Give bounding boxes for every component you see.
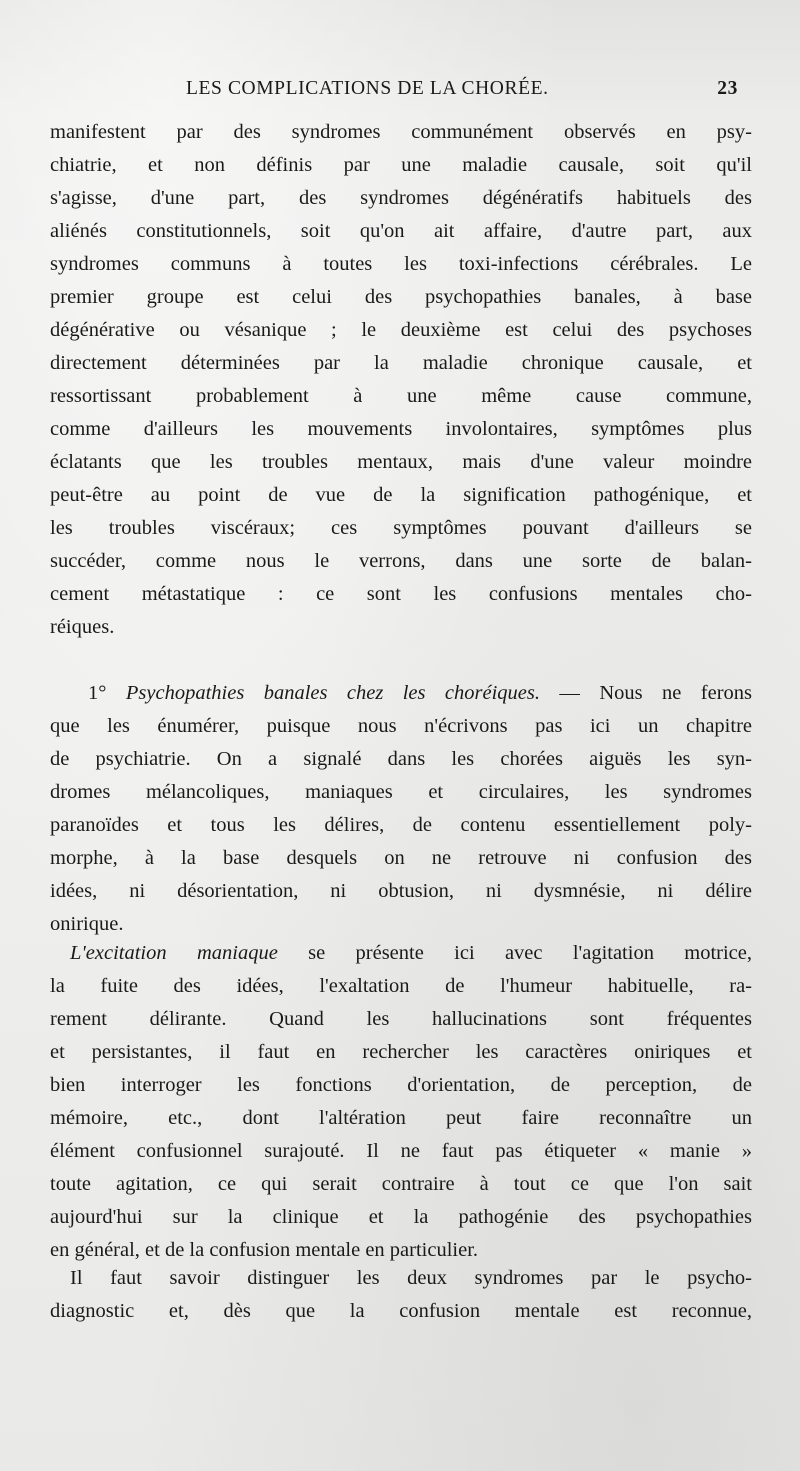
text-line: et persistantes, il faut en rechercher les caractères oniriques et — [50, 1041, 752, 1063]
text-line: cement métastatique : ce sont les confusions mentales cho- — [50, 583, 752, 605]
running-title: LES COMPLICATIONS DE LA CHORÉE. — [186, 78, 549, 99]
section-number: 1° — [88, 682, 107, 704]
text-line: que les énumérer, puisque nous n'écrivons pas ici un chapitre — [50, 715, 752, 737]
text-line: bien interroger les fonctions d'orientation, de perception, de — [50, 1074, 752, 1096]
text-line: dromes mélancoliques, maniaques et circulaires, les syndromes — [50, 781, 752, 803]
text-line: s'agisse, d'une part, des syndromes dégénératifs habituels des — [50, 187, 752, 209]
text-line: de psychiatrie. On a signalé dans les chorées aiguës les syn- — [50, 748, 752, 770]
text-line: Il faut savoir distinguer les deux syndromes par le psycho- — [70, 1267, 752, 1289]
text-line: idées, ni désorientation, ni obtusion, ni dysmnésie, ni délire — [50, 880, 752, 902]
text-line: rement délirante. Quand les hallucinations sont fréquentes — [50, 1008, 752, 1030]
text-line: diagnostic et, dès que la confusion mentale est reconnue, — [50, 1300, 752, 1322]
text-line: mémoire, etc., dont l'altération peut faire reconnaître un — [50, 1107, 752, 1129]
text-line: onirique. — [50, 913, 124, 935]
text-line: élément confusionnel surajouté. Il ne faut pas étiqueter « manie » — [50, 1140, 752, 1162]
text-line: réiques. — [50, 616, 115, 638]
page-number: 23 — [717, 78, 738, 99]
text-line: ressortissant probablement à une même cause commune, — [50, 385, 752, 407]
text-line: paranoïdes et tous les délires, de contenu essentiellement poly- — [50, 814, 752, 836]
text-line: aujourd'hui sur la clinique et la pathogénie des psychopathies — [50, 1206, 752, 1228]
section-heading: Psychopathies banales chez les choréiques. — [125, 682, 540, 704]
paragraph-excitation-maniaque — [50, 937, 752, 1267]
first-line-tail: se présente ici avec l'agitation motrice, — [308, 942, 753, 964]
text-line: aliénés constitutionnels, soit qu'on ait affaire, d'autre part, aux — [50, 220, 752, 242]
text-line: la fuite des idées, l'exaltation de l'humeur habituelle, ra- — [50, 975, 752, 997]
text-line: éclatants que les troubles mentaux, mais d'une valeur moindre — [50, 451, 752, 473]
text-line: syndromes communs à toutes les toxi-infections cérébrales. Le — [50, 253, 752, 275]
page-header — [186, 78, 752, 108]
text-line: morphe, à la base desquels on ne retrouve ni confusion des — [50, 847, 752, 869]
text-line: les troubles viscéraux; ces symptômes pouvant d'ailleurs se — [50, 517, 752, 539]
paragraph-continuation — [50, 116, 752, 644]
text-line: toute agitation, ce qui serait contraire à tout ce que l'on sait — [50, 1173, 752, 1195]
text-line: premier groupe est celui des psychopathies banales, à base — [50, 286, 752, 308]
text-line: succéder, comme nous le verrons, dans une sorte de balan- — [50, 550, 752, 572]
text-line: manifestent par des syndromes communément observés en psy- — [50, 121, 752, 143]
section-psychopathies — [50, 677, 752, 941]
paragraph-first-line — [50, 937, 752, 970]
text-line: peut-être au point de vue de la signification pathogénique, et — [50, 484, 752, 506]
section-heading-tail: — Nous ne ferons — [559, 682, 753, 704]
text-line: comme d'ailleurs les mouvements involontaires, symptômes plus — [50, 418, 752, 440]
section-heading-line — [50, 677, 752, 710]
text-line: en général, et de la confusion mentale en particulier. — [50, 1239, 479, 1261]
paragraph-psychodiagnostic — [50, 1262, 752, 1328]
text-line: chiatrie, et non définis par une maladie causale, soit qu'il — [50, 154, 752, 176]
italic-term: L'excitation maniaque — [70, 942, 278, 964]
text-line: directement déterminées par la maladie chronique causale, et — [50, 352, 752, 374]
text-line: dégénérative ou vésanique ; le deuxième est celui des psychoses — [50, 319, 752, 341]
